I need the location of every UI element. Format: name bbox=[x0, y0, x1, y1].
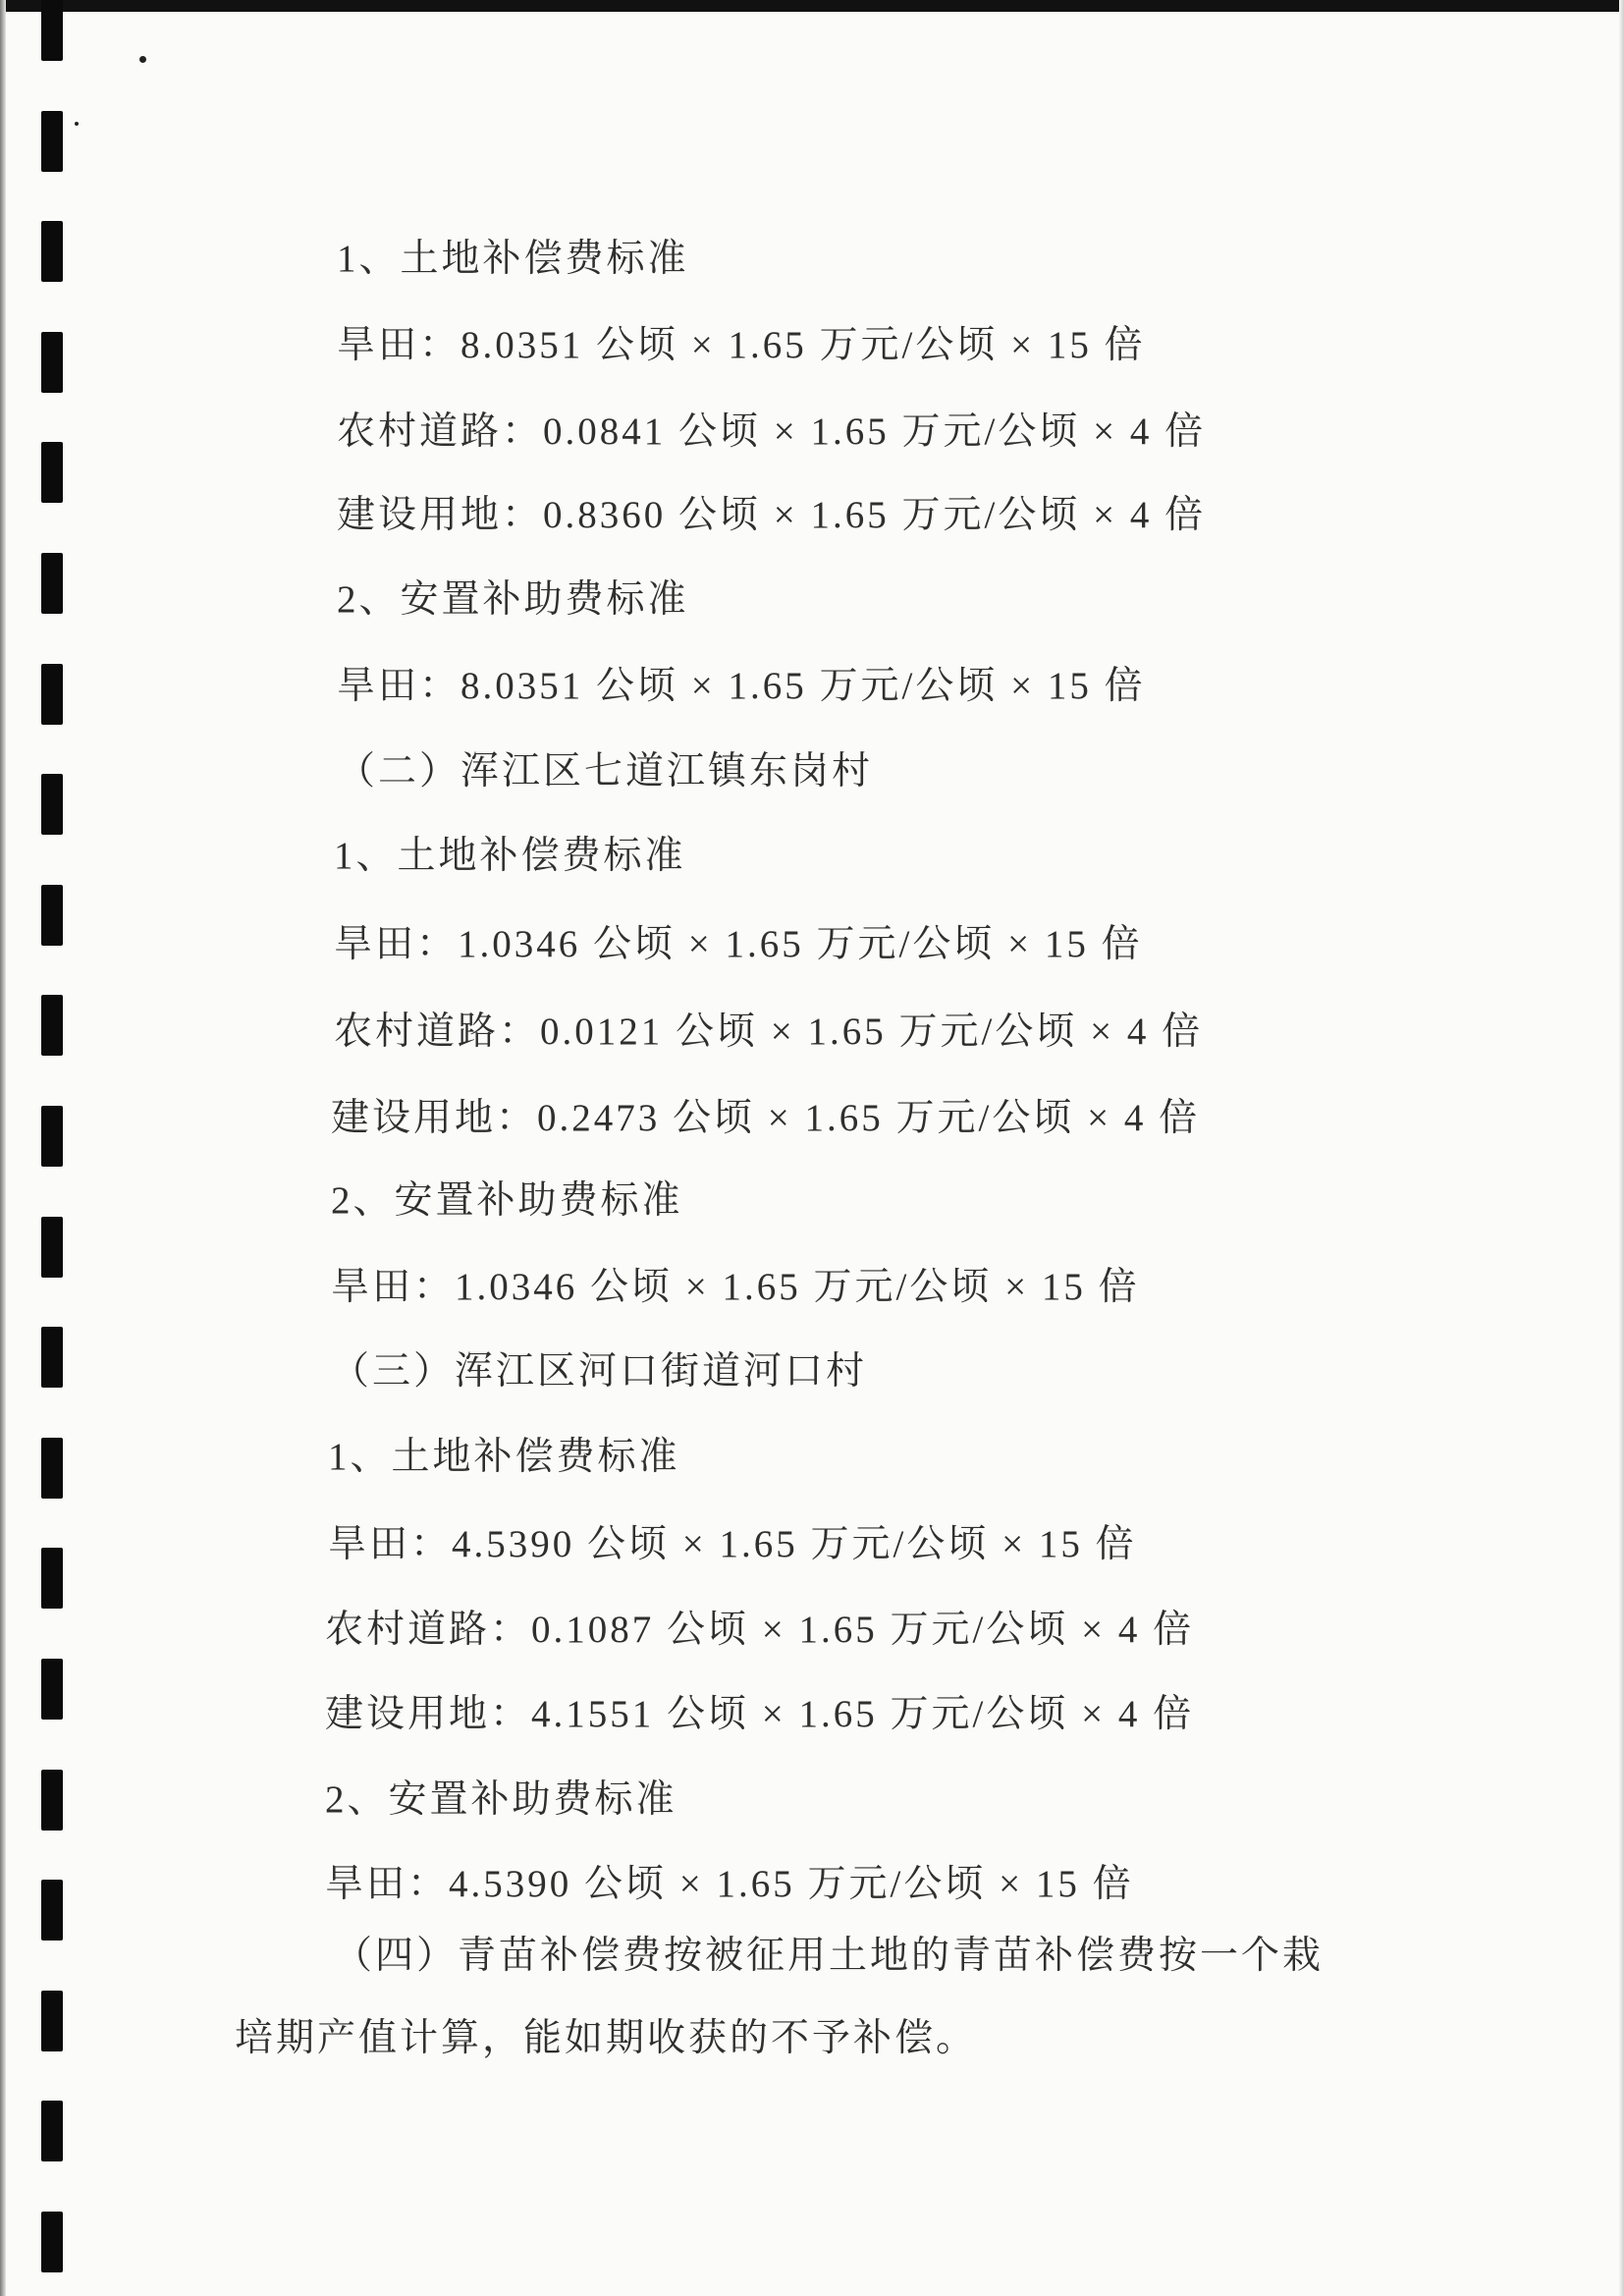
compensation-item-construction-land: 建设用地：0.2473 公顷 × 1.65 万元/公顷 × 4 倍 bbox=[331, 1097, 1201, 1139]
binding-hole-mark bbox=[41, 1659, 63, 1720]
binding-hole-mark bbox=[41, 1327, 63, 1388]
binding-hole-mark bbox=[41, 1438, 63, 1499]
land-compensation-heading: 1、土地补偿费标准 bbox=[328, 1436, 680, 1478]
resettlement-subsidy-heading: 2、安置补助费标准 bbox=[337, 578, 689, 621]
scan-speck bbox=[139, 56, 146, 63]
land-compensation-heading: 1、土地补偿费标准 bbox=[337, 238, 689, 280]
compensation-item-rural-road: 农村道路：0.0841 公顷 × 1.65 万元/公顷 × 4 倍 bbox=[337, 410, 1207, 453]
paragraph-line-2: 培期产值计算，能如期收获的不予补偿。 bbox=[235, 2017, 978, 2059]
resettlement-subsidy-heading: 2、安置补助费标准 bbox=[331, 1179, 683, 1222]
binding-hole-mark bbox=[41, 111, 63, 172]
binding-hole-mark bbox=[41, 0, 63, 61]
binding-hole-mark bbox=[41, 1880, 63, 1941]
compensation-item-rural-road: 农村道路：0.1087 公顷 × 1.65 万元/公顷 × 4 倍 bbox=[325, 1609, 1195, 1651]
binding-hole-mark bbox=[41, 885, 63, 946]
land-compensation-heading: 1、土地补偿费标准 bbox=[334, 835, 686, 877]
compensation-item-dry-field: 旱田：4.5390 公顷 × 1.65 万元/公顷 × 15 倍 bbox=[328, 1523, 1137, 1565]
binding-hole-mark bbox=[41, 2212, 63, 2272]
binding-hole-mark bbox=[41, 1770, 63, 1831]
compensation-item-construction-land: 建设用地：0.8360 公顷 × 1.65 万元/公顷 × 4 倍 bbox=[337, 494, 1207, 536]
compensation-item-dry-field: 旱田：8.0351 公顷 × 1.65 万元/公顷 × 15 倍 bbox=[337, 324, 1146, 366]
resettlement-subsidy-heading: 2、安置补助费标准 bbox=[325, 1778, 677, 1821]
binding-hole-mark bbox=[41, 774, 63, 835]
binding-hole-mark bbox=[41, 2101, 63, 2161]
binding-hole-mark bbox=[41, 1106, 63, 1167]
section-title: （三）浑江区河口街道河口村 bbox=[331, 1350, 868, 1393]
binding-hole-mark bbox=[41, 1548, 63, 1609]
binding-hole-mark bbox=[41, 995, 63, 1056]
binding-hole-mark bbox=[41, 221, 63, 282]
paragraph-line-1: （四）青苗补偿费按被征用土地的青苗补偿费按一个栽 bbox=[334, 1935, 1325, 1977]
subsidy-item-dry-field: 旱田：8.0351 公顷 × 1.65 万元/公顷 × 15 倍 bbox=[337, 665, 1146, 707]
scan-speck bbox=[75, 122, 79, 126]
binding-hole-mark bbox=[41, 1991, 63, 2051]
binding-hole-mark bbox=[41, 664, 63, 725]
subsidy-item-dry-field: 旱田：1.0346 公顷 × 1.65 万元/公顷 × 15 倍 bbox=[331, 1266, 1140, 1308]
scan-top-edge bbox=[0, 0, 1624, 12]
compensation-item-rural-road: 农村道路：0.0121 公顷 × 1.65 万元/公顷 × 4 倍 bbox=[334, 1011, 1204, 1053]
compensation-item-dry-field: 旱田：1.0346 公顷 × 1.65 万元/公顷 × 15 倍 bbox=[334, 923, 1143, 965]
subsidy-item-dry-field: 旱田：4.5390 公顷 × 1.65 万元/公顷 × 15 倍 bbox=[325, 1863, 1134, 1905]
binding-hole-mark bbox=[41, 1217, 63, 1278]
binding-hole-mark bbox=[41, 332, 63, 393]
binding-hole-column bbox=[0, 0, 98, 2296]
scan-right-edge bbox=[1619, 0, 1624, 2296]
compensation-item-construction-land: 建设用地：4.1551 公顷 × 1.65 万元/公顷 × 4 倍 bbox=[325, 1693, 1195, 1735]
section-title: （二）浑江区七道江镇东岗村 bbox=[337, 750, 874, 793]
binding-hole-mark bbox=[41, 442, 63, 503]
binding-hole-mark bbox=[41, 553, 63, 614]
